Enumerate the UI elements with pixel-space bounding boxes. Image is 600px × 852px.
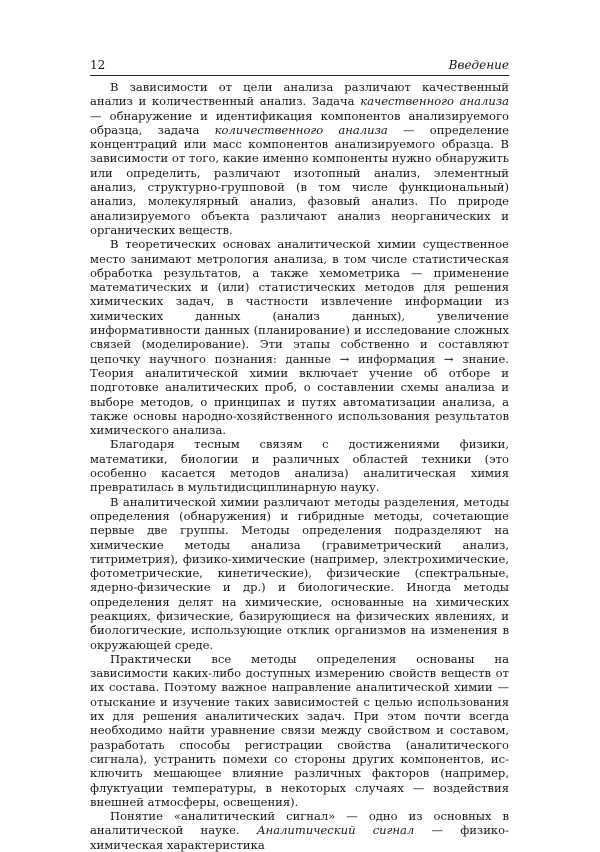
- text-segment: — обнаружение и идентификация компонентов анализируемого образца, задача: [90, 108, 509, 137]
- text-segment: В зависимости от цели анализа различают качественный анализ и количественный анализ. Задача: [90, 80, 509, 109]
- text-segment: Благодаря тесным связям с достижениями физики, математики, биологии и различных областей техники (это особенно касается методов анализа) аналитическая химия превратилась в мультидисциплинарную науку.: [90, 437, 509, 495]
- text-segment: Практически все методы определения основаны на зависимости каких-либо доступных измерению свойств веществ от их состава. Поэтому важное направление аналитической химии — отыскание и изучение таких зависимостей с целью использования их для решения аналитических задач. При этом почти всегда необходимо найти уравнение связи между свойством и составом, разработать способы регистрации свойства (аналитического сигнала), устранить помехи со стороны других компонентов, исключить мешающее влияние различных факторов (например, флуктуации температуры, в некоторых случаях — воздействия внешней атмосферы, освещения).: [90, 651, 509, 809]
- running-section-title: Введение: [448, 58, 509, 72]
- emphasized-term: качественного анализа: [360, 94, 510, 109]
- page-number: 12: [90, 58, 106, 72]
- paragraph: [90, 652, 509, 809]
- text-segment: В аналитической химии различают методы разделения, методы определения (обнаружения) и гибридные методы, сочетающие первые две группы. Методы определения подразделяют на химические методы анализа (гравиметрический анализ, титриметрия), физико-химические (например, электрохимические, фотометрические, кинетические), физические (спектральные, ядерно-физические и др.) и биологические. Иногда методы определения делят на химические, основанные на химических реакциях, физические, базирующиеся на физических явлениях, и биологические, использующие отклик организмов на изменения в окружающей среде.: [90, 494, 509, 652]
- paragraph: [90, 80, 509, 237]
- running-header: [90, 58, 509, 74]
- emphasized-term: Аналитический сигнал: [256, 823, 415, 838]
- text-segment: — физико-химическая характеристика: [90, 823, 509, 852]
- header-rule: [90, 75, 509, 76]
- paragraph: [90, 437, 509, 494]
- paragraph: [90, 237, 509, 437]
- text-segment: В теоретических основах аналитической химии существенное место занимают метрология анализа, в том числе статистическая обработка результатов, а также хемометрика — применение математических и (или) статистических методов для решения химических задач, в частности извлечение информации из химических данных (анализ данных), увеличение информативности данных (планирование) и исследование сложных связей (моделирование). Эти этапы собственно и составляют цепочку научного познания: данные → информация → знание. Теория аналитической химии включает учение об отборе и подготовке аналитических проб, о составлении схемы анализа и выборе методов, о принципах и путях автоматизации анализа, а также основы народно-хозяйственного использования результатов химического анализа.: [90, 237, 509, 438]
- text-segment: — определение концентраций или масс компонентов анализируемого образца. В зависимости от того, какие именно компоненты нужно обнаружить или определить, различают изотопный анализ, элементный анализ, структурно-групповой (в том числе функциональный) анализ, молекулярный анализ, фазовый анализ. По природе анализируемого объекта различают анализ неорганических и органических веществ.: [90, 122, 509, 237]
- emphasized-term: количественного анализа: [214, 122, 388, 137]
- paragraph: [90, 809, 509, 852]
- text-segment: Понятие «аналитический сигнал» — одно из основных в аналитической науке.: [90, 809, 509, 838]
- body-text: [90, 80, 509, 852]
- paragraph: [90, 495, 509, 652]
